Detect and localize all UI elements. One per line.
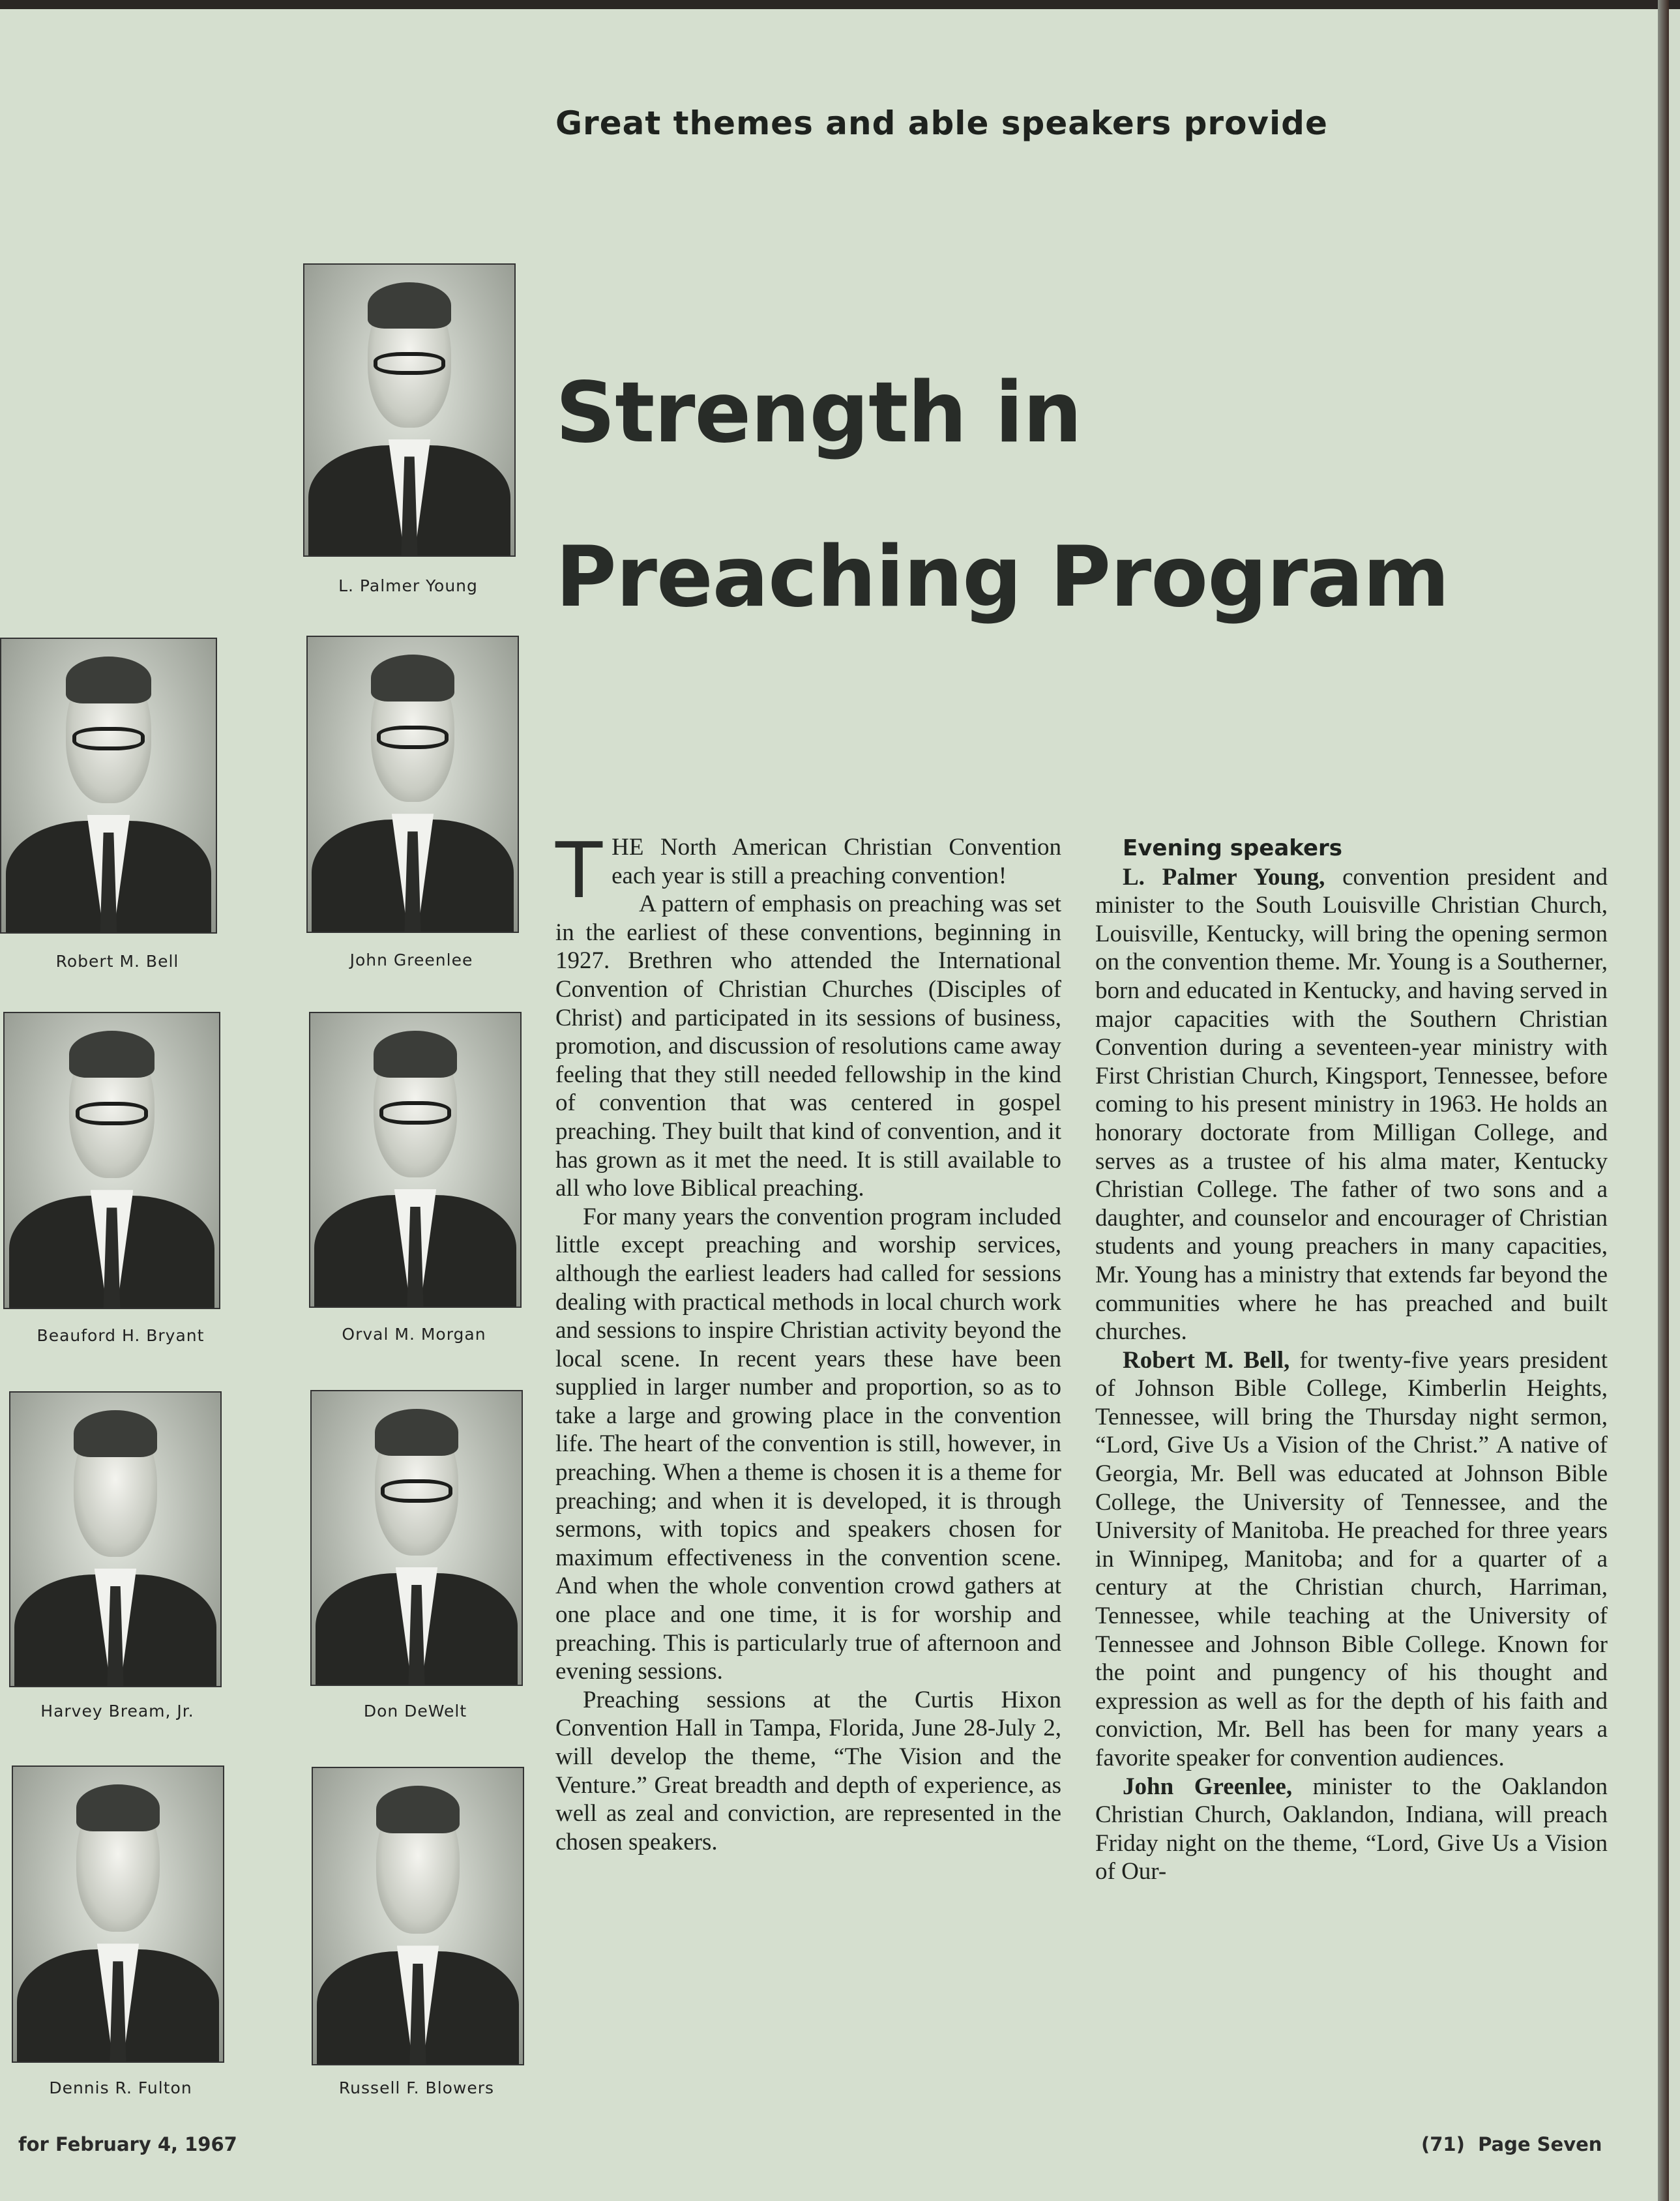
- article-column-2: [1095, 835, 1608, 1886]
- photo-caption: Russell F. Blowers: [338, 2078, 495, 2097]
- speaker-photo-greenlee: [306, 636, 519, 933]
- glasses-icon: [381, 1479, 452, 1503]
- footer-page-number: (71) Page Seven: [1421, 2133, 1602, 2155]
- kicker-line: Great themes and able speakers provide: [555, 104, 1328, 142]
- glasses-icon: [379, 1101, 450, 1125]
- photo-caption: Harvey Bream, Jr.: [40, 1702, 194, 1721]
- photo-caption: Orval M. Morgan: [342, 1325, 486, 1344]
- glasses-icon: [72, 727, 145, 750]
- scan-top-edge: [0, 0, 1680, 9]
- photo-caption: Robert M. Bell: [55, 952, 179, 971]
- photo-caption: Dennis R. Fulton: [49, 2078, 192, 2097]
- photo-caption: John Greenlee: [349, 951, 473, 969]
- glasses-icon: [76, 1102, 149, 1125]
- photo-caption: Beauford H. Bryant: [37, 1326, 205, 1345]
- article-column-1: [555, 825, 1061, 1856]
- photo-caption: L. Palmer Young: [338, 576, 478, 595]
- glasses-icon: [374, 352, 445, 376]
- article-paragraph: L. Palmer Young, convention president and minister to the South Louisville Christian Church, Louisville, Kentucky, will bring the opening sermon on the convention theme. Mr. Young is a Southerner, born and educated in Kentucky, and having served in major capacities with the Southern Christian Convention during a seventeen-year ministry with First Christian Church, Kingsport, Tennessee, before coming to his present ministry in 1963. He holds an honorary doctorate from Milligan College, and serves as a trustee of his alma mater, Kentucky Christian College. The father of two sons and a daughter, and counselor and encourager of Christian students and young preachers in many capacities, Mr. Young has a ministry that extends far beyond the communities where he has preached and built churches.: [1095, 863, 1608, 1346]
- speaker-photo-young: [303, 263, 516, 557]
- footer-issue-date: for February 4, 1967: [18, 2133, 237, 2155]
- glasses-icon: [377, 726, 448, 749]
- speaker-photo-morgan: [309, 1012, 522, 1308]
- headline-line-1: Strength in: [555, 364, 1082, 462]
- speaker-name: L. Palmer Young,: [1123, 863, 1325, 891]
- article-paragraph: John Greenlee, minister to the Oaklandon Christian Church, Oaklandon, Indiana, will preach Friday night on the theme, “Lord, Give Us a Vision of Our-: [1095, 1773, 1608, 1885]
- headline-line-2: Preaching Program: [555, 529, 1449, 626]
- speaker-photo-bryant: [3, 1012, 220, 1309]
- speaker-name: John Greenlee,: [1123, 1773, 1293, 1800]
- article-headline: [555, 331, 1520, 660]
- article-paragraph: Robert M. Bell, for twenty-five years president of Johnson Bible College, Kimberlin Heights, Tennessee, will bring the Thursday night sermon, “Lord, Give Us a Vision of the Christ.” A native of Georgia, Mr. Bell was educated at Johnson Bible College, the University of Tennessee, and the University of Manitoba. He preached for three years in Winnipeg, Manitoba; and for a quarter of a century at the Christian church, Harriman, Tennessee, while teaching at the University of Tennessee and Johnson Bible College. Known for the point and pungency of his thought and expression as well as for the depth of his faith and conviction, Mr. Bell has been for many years a favorite speaker for convention audiences.: [1095, 1346, 1608, 1771]
- article-paragraph: For many years the convention program included little except preaching and worship services, although the earliest leaders had called for sessions dealing with practical methods in local church work and sessions to inspire Christian activity beyond the local scene. In recent years these have been supplied in larger number and proportion, so as to take a large and growing place in the convention life. The heart of the convention is still, however, in preaching. When a theme is chosen it is a theme for preaching; and when it is developed, it is through sermons, with topics and speakers chosen for maximum effectiveness in the convention scene. And when the whole convention crowd gathers at one place and one time, it is for worship and preaching. This is particularly true of afternoon and evening sessions.: [555, 1203, 1061, 1685]
- speaker-photo-bell: [0, 638, 217, 934]
- drop-cap: T: [555, 825, 603, 915]
- speaker-photo-blowers: [312, 1767, 524, 2065]
- speaker-photo-fulton: [12, 1765, 224, 2063]
- article-paragraph: A pattern of emphasis on preaching was set in the earliest of these conventions, beginning in 1927. Brethren who attended the International Convention of Christian Churches (Disciples of Christ) and participated in its sessions of business, promotion, and discussion of resolutions came away feeling that they still needed fellowship in the kind of convention that was centered in gospel preaching. They built that kind of convention, and it has grown as it met the need. It is still available to all who love Biblical preaching.: [555, 891, 1061, 1202]
- scan-right-edge: [1658, 0, 1669, 2201]
- speaker-photo-bream: [9, 1391, 222, 1687]
- article-paragraph: THE North American Christian Convention each year is still a preaching convention!: [555, 825, 1061, 915]
- speaker-photo-dewelt: [310, 1390, 523, 1686]
- photo-caption: Don DeWelt: [363, 1702, 467, 1721]
- speaker-name: Robert M. Bell,: [1123, 1346, 1290, 1374]
- article-paragraph: Preaching sessions at the Curtis Hixon Convention Hall in Tampa, Florida, June 28-July 2, will develop the theme, “The Vision and the Venture.” Great breadth and depth of experience, as well as zeal and conviction, are represented in the chosen speakers.: [555, 1686, 1061, 1855]
- section-subhead: Evening speakers: [1123, 835, 1343, 861]
